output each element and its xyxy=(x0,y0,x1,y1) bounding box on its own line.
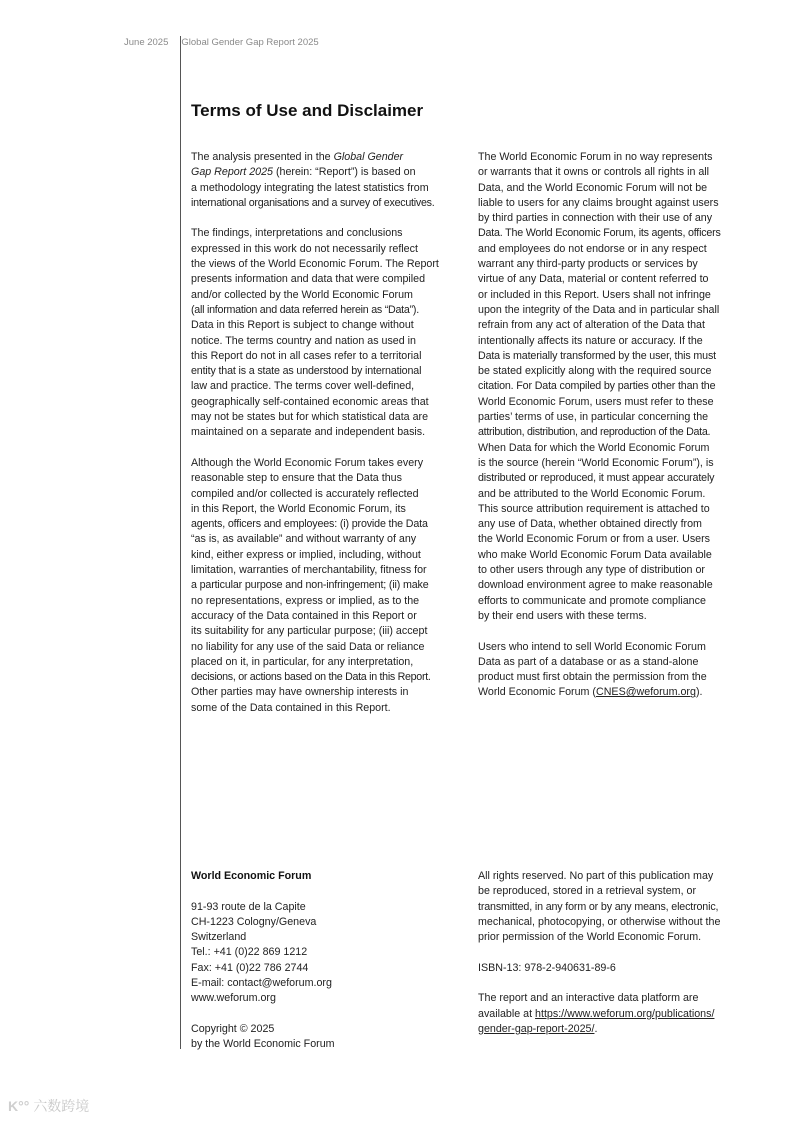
platform-paragraph: The report and an interactive data platform are available at https://www.weforum.org/publications/ gender-gap-report-2025/. xyxy=(478,992,715,1035)
rights-paragraph: All rights reserved. No part of this publication may be reproduced, stored in a retrieval system, or transmitted, in any form or by any means, electronic, mechanical, photocopying, or otherwise without the prior permission of the World Economic Forum. xyxy=(478,870,721,944)
page-header xyxy=(124,37,319,48)
page-title: Terms of Use and Disclaimer xyxy=(191,101,424,120)
watermark-text: 六数跨境 xyxy=(33,1098,90,1114)
logo-icon: K°° xyxy=(8,1098,30,1114)
header-report-title: Global Gender Gap Report 2025 xyxy=(181,37,319,48)
org-name: World Economic Forum xyxy=(191,870,312,882)
left-column xyxy=(191,150,463,716)
address-block: 91-93 route de la Capite CH-1223 Cologny/Geneva Switzerland Tel.: +41 (0)22 869 1212 Fax: +41 (0)22 786 2744 E-mail: contact@weforum.org www.weforum.org xyxy=(191,900,463,1007)
findings-paragraph: The findings, interpretations and conclusions expressed in this work do not necessarily reflect the views of the World Economic Forum. The Report presents information and data that were compiled and/or collected by the World Economic Forum (all information and data referred herein as “Data”). Data in this Report is subject to change without notice. The terms country and nation as used in this Report do not in all cases refer to a territorial entity that is a state as understood by international law and practice. The terms cover well-defined, geographically self-contained economic areas that may not be states but for which statistical data are maintained on a separate and independent basis. xyxy=(191,227,439,439)
rights-block xyxy=(478,869,750,1037)
intro-paragraph: The analysis presented in the Global Gender Gap Report 2025 (herein: “Report”) is based on a methodology integrating the latest statistics from international organisations and a survey of executives. xyxy=(191,151,435,209)
isbn: ISBN-13: 978-2-940631-89-6 xyxy=(478,961,616,974)
right-column xyxy=(478,150,750,701)
publication-link[interactable]: https://www.weforum.org/publications/ xyxy=(535,1007,715,1020)
fax-number: Fax: +41 (0)22 786 2744 xyxy=(191,961,309,974)
watermark xyxy=(8,1096,89,1116)
contact-block xyxy=(191,869,463,1053)
contact-email: E-mail: contact@weforum.org xyxy=(191,977,332,990)
cnes-email-link[interactable]: CNES@weforum.org xyxy=(596,686,696,699)
publication-link-continued[interactable]: gender-gap-report-2025/ xyxy=(478,1022,595,1035)
margin-rule xyxy=(180,36,181,1049)
copyright-block: Copyright © 2025 by the World Economic Forum xyxy=(191,1022,335,1051)
website: www.weforum.org xyxy=(191,992,276,1005)
warranty-paragraph: Although the World Economic Forum takes every reasonable step to ensure that the Data thus compiled and/or collected is accurately reflected in this Report, the World Economic Forum, its agents, officers and employees: (i) provide the Data “as is, as available” and without warranty of any kind, either express or implied, including, without limitation, warranties of merchantability, fitness for a particular purpose and non-infringement; (ii) make no representations, express or implied, as to the accuracy of the Data contained in this Report or its suitability for any particular purpose; (iii) accept no liability for any use of the said Data or reliance placed on it, in particular, for any interpretation, decisions, or actions based on the Data in this Report. Other parties may have ownership interests in some of the Data contained in this Report. xyxy=(191,456,431,714)
header-date: June 2025 xyxy=(124,37,169,48)
ownership-paragraph: The World Economic Forum in no way represents or warrants that it owns or controls all rights in all Data, and the World Economic Forum will not be liable to users for any claims brought against users by third parties in connection with their use of any Data. The World Economic Forum, its agents, officers and employees do not endorse or in any respect warrant any third-party products or services by virtue of any Data, material or content referred to or included in this Report. Users shall not infringe upon the integrity of the Data and in particular shall refrain from any act of alteration of the Data that intentionally affects its nature or accuracy. If the Data is materially transformed by the user, this must be stated explicitly along with the required source citation. For Data compiled by parties other than the World Economic Forum, users must refer to these parties’ terms of use, in particular concerning the attribution, distribution, and reproduction of the Data. When Data for which the World Economic Forum is the source (herein “World Economic Forum”), is distributed or reproduced, it must appear accurately and be attributed to the World Economic Forum. This source attribution requirement is attached to any use of Data, whether obtained directly from the World Economic Forum or from a user. Users who make World Economic Forum Data available to other users through any type of distribution or download environment agree to make reasonable efforts to communicate and promote compliance by their end users with these terms. xyxy=(478,151,721,622)
resale-paragraph: Users who intend to sell World Economic Forum Data as part of a database or as a stand-alone product must first obtain the permission from the World Economic Forum (CNES@weforum.org). xyxy=(478,640,707,699)
report-title-italic: Global Gender xyxy=(333,151,404,163)
phone-number: Tel.: +41 (0)22 869 1212 xyxy=(191,946,308,959)
